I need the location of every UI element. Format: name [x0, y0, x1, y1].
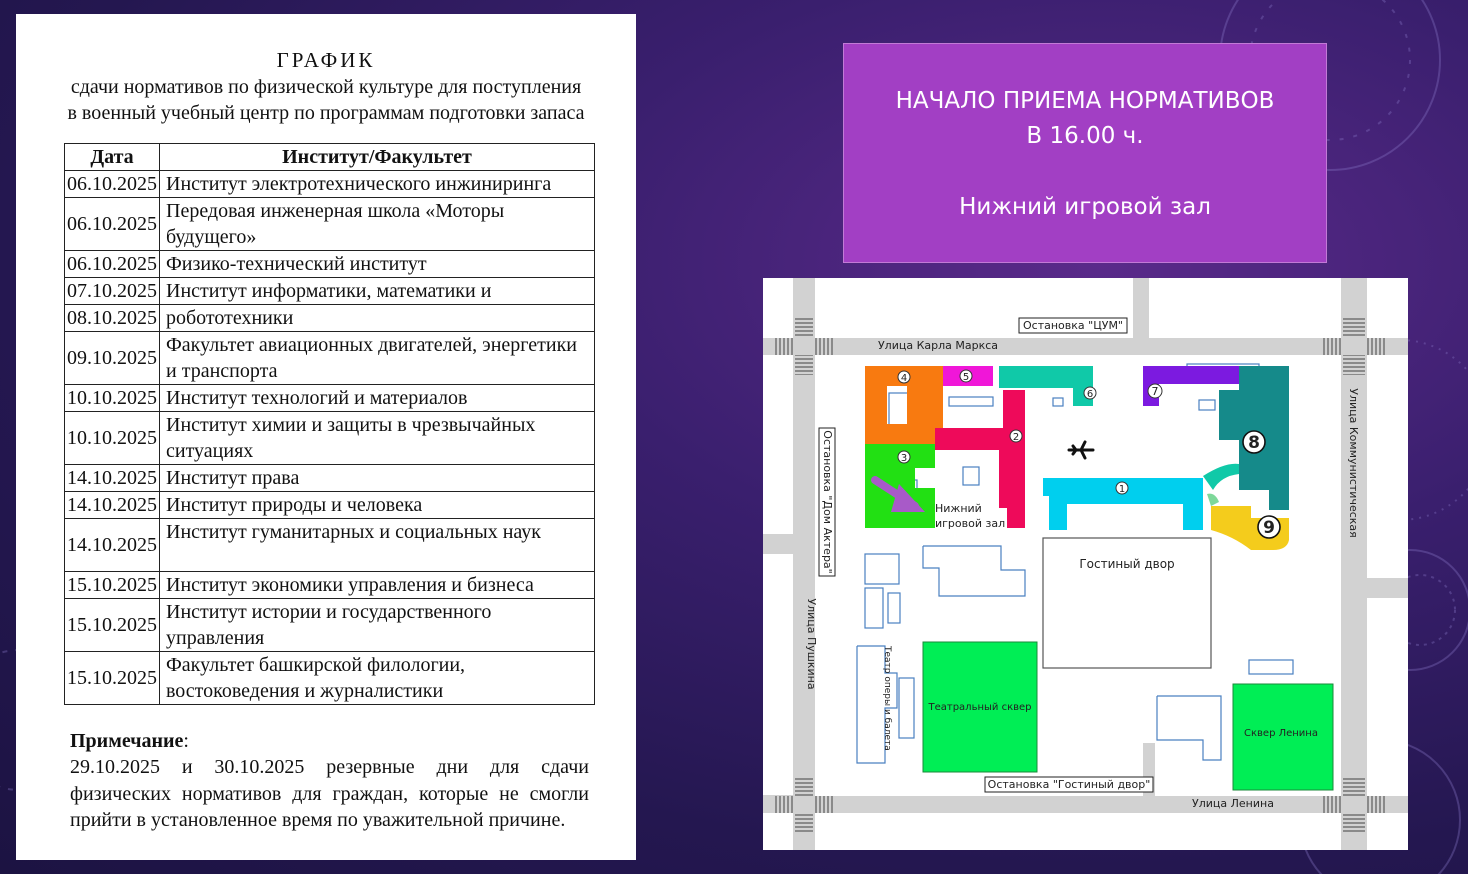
- institute-line: Институт электротехнического инжиниринга: [166, 173, 552, 195]
- building-number-8: 8: [1248, 433, 1260, 453]
- institute-cell: [160, 652, 595, 705]
- street-karla-marksa: Улица Карла Маркса: [877, 339, 999, 352]
- column-header-date: Дата: [65, 144, 160, 171]
- institute-line: Институт природы и человека: [166, 494, 423, 516]
- date-cell: 06.10.2025: [65, 251, 160, 278]
- institute-line: и транспорта: [166, 360, 278, 382]
- document-title: ГРАФИК: [276, 48, 376, 72]
- start-time-banner: [843, 43, 1327, 263]
- institute-line: Институт химии и защиты в чрезвычайных: [166, 414, 536, 436]
- hall-label-line2: игровой зал: [935, 517, 1006, 530]
- gostiny-dvor-label: Гостиный двор: [1079, 557, 1175, 571]
- building-number-9: 9: [1263, 518, 1275, 538]
- institute-cell: [160, 278, 595, 305]
- date-cell: 15.10.2025: [65, 572, 160, 599]
- institute-line: будущего»: [166, 226, 257, 248]
- building-number-6: 6: [1086, 389, 1094, 400]
- institute-line: Физико-технический институт: [166, 253, 427, 275]
- date-cell: 15.10.2025: [65, 652, 160, 705]
- building-number-7: 7: [1151, 385, 1159, 398]
- date-cell: 09.10.2025: [65, 332, 160, 385]
- hall-label-line1: Нижний: [935, 502, 982, 515]
- institute-line: востоковедения и журналистики: [166, 680, 444, 702]
- stop-dom-aktera: Остановка "Дом Актера": [821, 430, 834, 574]
- banner-location: Нижний игровой зал: [959, 194, 1211, 220]
- theatre-label: Театр оперы и балета: [882, 646, 892, 751]
- institute-line: Институт истории и государственного: [166, 601, 492, 623]
- street-pushkina: Улица Пушкина: [805, 598, 818, 690]
- table-row: [65, 305, 595, 332]
- table-row: [65, 198, 595, 251]
- airplane-icon: [1069, 442, 1093, 458]
- column-header-institute: Институт/Факультет: [160, 144, 595, 171]
- building-number-1: 1: [1118, 484, 1126, 495]
- institute-line: Факультет авиационных двигателей, энергетики: [166, 334, 577, 356]
- table-row: [65, 492, 595, 519]
- date-cell: 14.10.2025: [65, 465, 160, 492]
- skver-lenina-label: Сквер Ленина: [1244, 728, 1318, 739]
- institute-line: Институт экономики управления и бизнеса: [166, 574, 534, 596]
- institute-line: ситуациях: [166, 440, 254, 462]
- institute-cell: [160, 305, 595, 332]
- schedule-table: [64, 143, 595, 705]
- institute-line: робототехники: [166, 307, 294, 329]
- institute-cell: [160, 171, 595, 198]
- schedule-document: [16, 14, 636, 860]
- university-buildings: [865, 366, 1289, 550]
- institute-line: Институт информатики, математики и: [166, 280, 492, 302]
- date-cell: 10.10.2025: [65, 412, 160, 465]
- road-karla-marksa: [763, 338, 1408, 355]
- table-row: [65, 412, 595, 465]
- document-subtitle-line1: сдачи нормативов по физической культуре для поступления: [70, 76, 582, 98]
- table-row: [65, 171, 595, 198]
- institute-line: управления: [166, 627, 265, 649]
- institute-line: [166, 545, 588, 571]
- institute-cell: [160, 572, 595, 599]
- stop-gostiny: Остановка "Гостиный двор": [987, 778, 1151, 791]
- institute-line: Институт права: [166, 467, 300, 489]
- institute-line: Передовая инженерная школа «Моторы: [166, 200, 505, 222]
- document-subtitle-line2: в военный учебный центр по программам подготовки запаса: [67, 102, 585, 124]
- table-row: [65, 465, 595, 492]
- table-row: [65, 278, 595, 305]
- date-cell: 15.10.2025: [65, 599, 160, 652]
- teatralny-skver-label: Театральный сквер: [928, 702, 1032, 713]
- institute-cell: [160, 251, 595, 278]
- institute-cell: [160, 198, 595, 251]
- street-lenina: Улица Ленина: [1192, 797, 1274, 810]
- building-number-5: 5: [962, 372, 970, 383]
- building-number-4: 4: [900, 373, 908, 384]
- banner-line1: НАЧАЛО ПРИЕМА НОРМАТИВОВ: [895, 88, 1275, 114]
- date-cell: 14.10.2025: [65, 492, 160, 519]
- institute-cell: [160, 599, 595, 652]
- table-row: [65, 572, 595, 599]
- institute-cell: [160, 385, 595, 412]
- table-row: [65, 251, 595, 278]
- institute-cell: [160, 332, 595, 385]
- institute-line: Институт технологий и материалов: [166, 387, 468, 409]
- table-row: [65, 599, 595, 652]
- building-number-3: 3: [900, 453, 908, 464]
- table-row: [65, 385, 595, 412]
- institute-cell: [160, 465, 595, 492]
- institute-cell: [160, 492, 595, 519]
- note-heading: [70, 730, 189, 753]
- date-cell: 08.10.2025: [65, 305, 160, 332]
- banner-line2: В 16.00 ч.: [1026, 123, 1144, 149]
- date-cell: 06.10.2025: [65, 171, 160, 198]
- schedule-table-body: [65, 171, 595, 705]
- note-title: Примечание: [70, 730, 184, 752]
- street-kommunisticheskaya: Улица Коммунистическая: [1347, 388, 1360, 538]
- note-text: 29.10.2025 и 30.10.2025 резервные дни для сдачи физических нормативов для граждан, которые не смогли прийти в установленное время по уважительной причине.: [70, 756, 589, 831]
- campus-map-svg: [763, 278, 1408, 850]
- date-cell: 07.10.2025: [65, 278, 160, 305]
- note-colon: :: [183, 730, 189, 752]
- building-number-2: 2: [1012, 432, 1020, 443]
- date-cell: 10.10.2025: [65, 385, 160, 412]
- date-cell: 14.10.2025: [65, 519, 160, 572]
- institute-line: Институт гуманитарных и социальных наук: [166, 521, 541, 543]
- date-cell: 06.10.2025: [65, 198, 160, 251]
- institute-cell: [160, 519, 595, 572]
- road-lenina: [763, 796, 1408, 813]
- table-row: [65, 332, 595, 385]
- table-row: [65, 652, 595, 705]
- table-header-row: [65, 144, 595, 171]
- institute-line: Факультет башкирской филологии,: [166, 654, 466, 676]
- campus-map: [763, 278, 1408, 850]
- institute-cell: [160, 412, 595, 465]
- stop-tsum: Остановка "ЦУМ": [1023, 319, 1123, 332]
- table-row: [65, 519, 595, 572]
